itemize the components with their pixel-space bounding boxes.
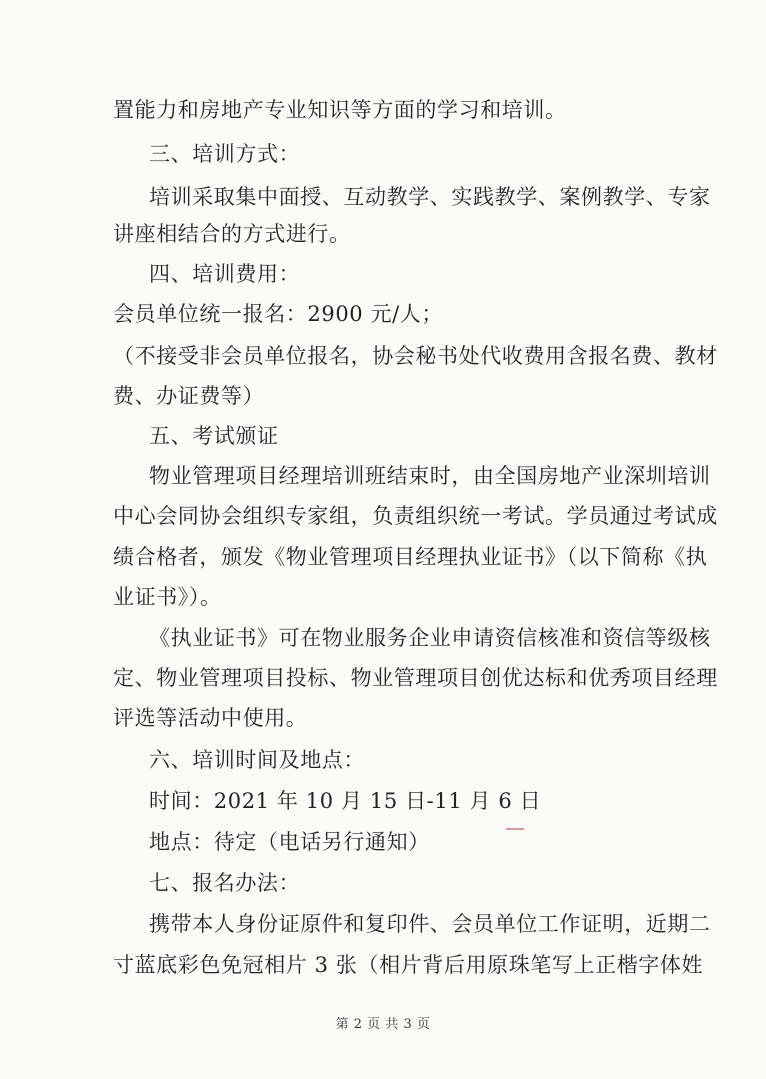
text-line: 中心会同协会组织专家组，负责组织统一考试。学员通过考试成 [113, 504, 718, 528]
section-heading: 三、培训方式： [149, 142, 301, 166]
text-line: 业证书》）。 [113, 585, 222, 609]
text-line: 费、办证费等） [113, 384, 265, 408]
section-heading: 七、报名办法： [149, 871, 301, 895]
text-line: 寸蓝底彩色免冠相片 3 张（相片背后用原珠笔写上正楷字体姓 [113, 953, 704, 977]
text-line: 会员单位统一报名：2900 元/人； [113, 302, 443, 326]
page-footer: 第 2 页 共 3 页 [335, 1017, 431, 1032]
text-line: 《执业证书》可在物业服务企业申请资信核准和资信等级核 [149, 626, 711, 650]
text-line: 置能力和房地产专业知识等方面的学习和培训。 [113, 98, 567, 122]
text-line: 讲座相结合的方式进行。 [113, 222, 351, 246]
text-line: 地点：待定（电话另行通知） [149, 830, 430, 854]
text-line: 定、物业管理项目投标、物业管理项目创优达标和优秀项目经理 [113, 666, 718, 690]
text-line: 绩合格者，颁发《物业管理项目经理执业证书》（以下简称《执 [113, 545, 708, 569]
text-line: 评选等活动中使用。 [113, 706, 308, 730]
section-heading: 六、培训时间及地点： [149, 748, 365, 772]
text-line: （不接受非会员单位报名，协会秘书处代收费用含报名费、教材 [113, 344, 718, 368]
section-heading: 四、培训费用： [149, 262, 301, 286]
text-line: 培训采取集中面授、互动教学、实践教学、案例教学、专家 [149, 185, 711, 209]
text-line: 物业管理项目经理培训班结束时，由全国房地产业深圳培训 [149, 464, 711, 488]
text-line: 时间：2021 年 10 月 15 日-11 月 6 日 [149, 789, 542, 813]
section-heading: 五、考试颁证 [149, 424, 279, 448]
text-line: 携带本人身份证原件和复印件、会员单位工作证明，近期二 [149, 912, 711, 936]
ink-speck [506, 828, 524, 830]
